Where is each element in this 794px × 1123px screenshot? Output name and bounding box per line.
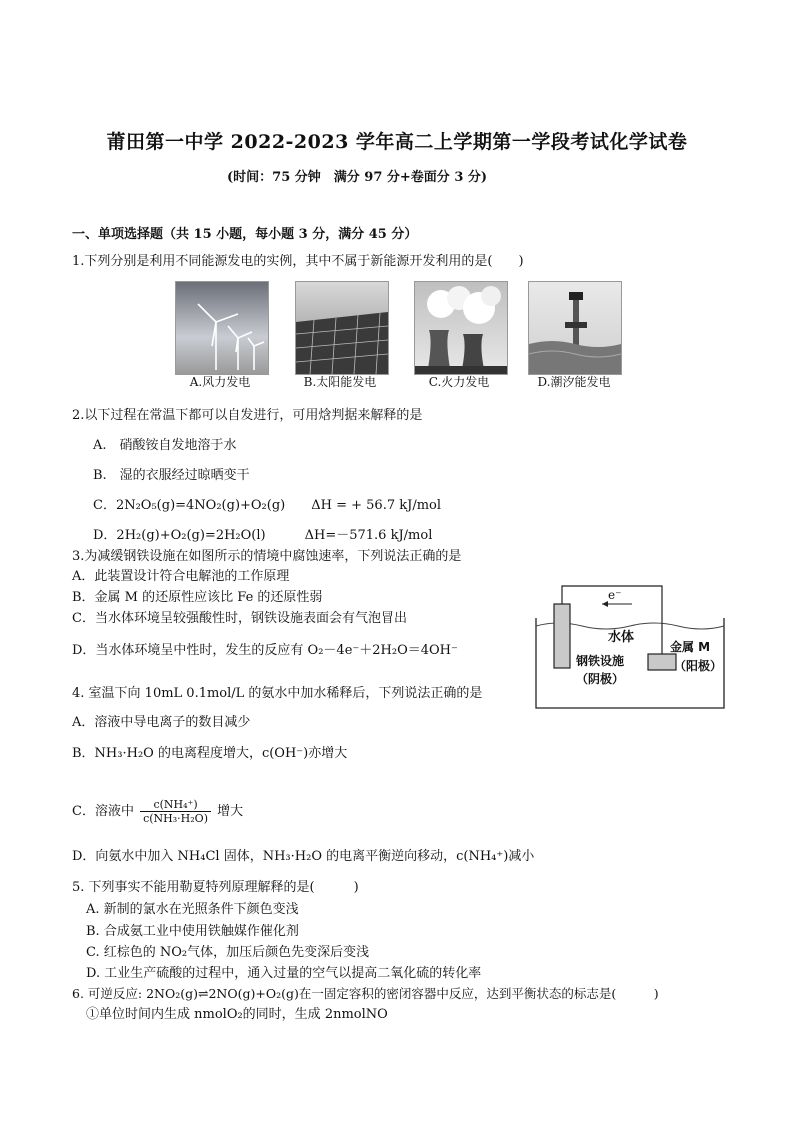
q2-stem: 2.以下过程在常温下都可以自发进行，可用焓判据来解释的是 (72, 408, 423, 423)
q3-option-a: A．此装置设计符合电解池的工作原理 (72, 569, 290, 584)
q5-option-b: B. 合成氨工业中使用铁触媒作催化剂 (86, 924, 299, 939)
q4-option-a: A．溶液中导电离子的数目减少 (72, 715, 251, 730)
q3-option-b: B．金属 M 的还原性应该比 Fe 的还原性弱 (72, 590, 323, 605)
q4-option-b: B．NH₃·H₂O 的电离程度增大，c(OH⁻)亦增大 (72, 746, 348, 761)
caption-b: B.太阳能发电 (303, 375, 377, 389)
tidal-turbine-icon (529, 282, 621, 374)
water-label: 水体 (608, 630, 635, 645)
q5-stem: 5. 下列事实不能用勒夏特列原理解释的是( ) (72, 880, 359, 895)
cathode-label: （阴极） (576, 672, 625, 686)
q5-option-d: D. 工业生产硫酸的过程中，通入过量的空气以提高二氧化硫的转化率 (86, 966, 482, 981)
q6-item-1: ①单位时间内生成 nmolO₂的同时，生成 2nmolNO (86, 1007, 388, 1022)
q3-option-c: C．当水体环境呈较强酸性时，钢铁设施表面会有气泡冒出 (72, 611, 407, 626)
q4-c-prefix: C．溶液中 (72, 804, 134, 819)
q4-c-suffix: 增大 (217, 804, 244, 819)
caption-c: C.火力发电 (428, 375, 490, 389)
corrosion-diagram (534, 582, 728, 710)
fraction-denominator: c(NH₃·H₂O) (143, 812, 208, 825)
section-heading: 一、单项选择题（共 15 小题，每小题 3 分，满分 45 分） (72, 227, 418, 242)
fraction-numerator: c(NH₄⁺) (140, 798, 211, 812)
caption-a: A.风力发电 (189, 375, 251, 389)
wind-power-photo (175, 281, 269, 375)
steel-label: 钢铁设施 (576, 654, 625, 668)
q4-option-c (72, 798, 243, 825)
q2-option-c: C．2N₂O₅(g)=4NO₂(g)+O₂(g) ΔH = + 56.7 kJ/mol (93, 498, 442, 513)
electron-label: e⁻ (608, 588, 622, 602)
metal-label: 金属 M (670, 640, 711, 654)
tidal-power-photo (528, 281, 622, 375)
q4-stem: 4. 室温下向 10mL 0.1mol/L 的氨水中加水稀释后，下列说法正确的是 (72, 686, 483, 701)
q5-option-c: C. 红棕色的 NO₂气体，加压后颜色先变深后变浅 (86, 945, 370, 960)
q2-option-b: B. 湿的衣服经过晾晒变干 (93, 468, 250, 483)
q3-option-d: D．当水体环境呈中性时，发生的反应有 O₂－4e⁻＋2H₂O＝4OH⁻ (72, 643, 458, 658)
caption-d: D.潮汐能发电 (537, 375, 611, 389)
exam-info: (时间：75 分钟 满分 97 分+卷面分 3 分) (227, 170, 488, 185)
thermal-power-photo (414, 281, 508, 375)
q3-stem: 3.为减缓钢铁设施在如图所示的情境中腐蚀速率，下列说法正确的是 (72, 549, 462, 564)
solar-power-photo (295, 281, 389, 375)
q5-option-a: A. 新制的氯水在光照条件下颜色变浅 (86, 902, 299, 917)
anode-label: （阳极） (674, 659, 723, 673)
q4-fraction (140, 798, 211, 825)
cooling-tower-icon (415, 282, 507, 374)
q2-option-d: D．2H₂(g)+O₂(g)=2H₂O(l) ΔH=－571.6 kJ/mol (93, 528, 433, 543)
q6-stem: 6. 可逆反应: 2NO₂(g)⇌2NO(g)+O₂(g)在一固定容积的密闭容器中反应，达到平衡状态的标志是( ) (72, 986, 659, 1001)
solar-panel-icon (296, 282, 388, 374)
q1-stem: 1.下列分别是利用不同能源发电的实例，其中不属于新能源开发利用的是( ) (72, 254, 524, 269)
page-title: 莆田第一中学 2022-2023 学年高二上学期第一学段考试化学试卷 (106, 131, 688, 153)
q2-option-a: A. 硝酸铵自发地溶于水 (93, 438, 237, 453)
wind-turbine-icon (176, 282, 268, 374)
q4-option-d: D．向氨水中加入 NH₄Cl 固体，NH₃·H₂O 的电离平衡逆向移动，c(NH₄⁺)减小 (72, 849, 535, 864)
